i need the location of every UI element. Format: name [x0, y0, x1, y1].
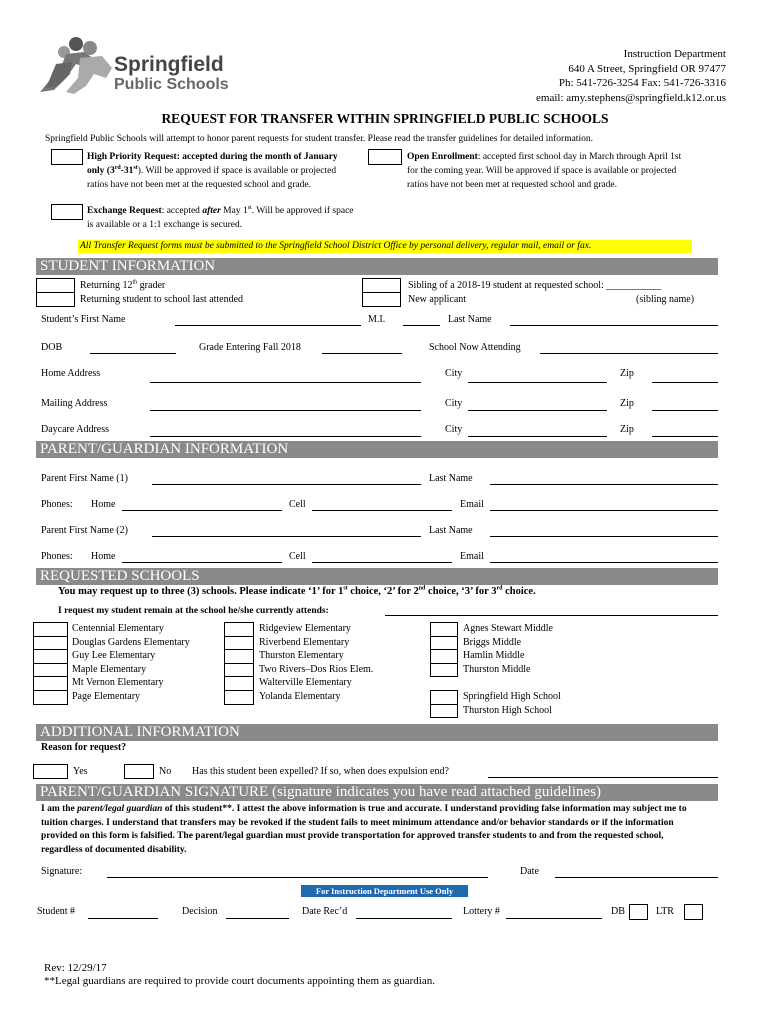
school-checkbox[interactable] [224, 636, 254, 651]
school-checkbox[interactable] [224, 663, 254, 678]
parent1-cell-label: Cell [289, 499, 306, 510]
reason-label: Reason for request? [41, 742, 127, 753]
schools-instructions: You may request up to three (3) schools. Please indicate ‘1’ for 1st choice, ‘2’ for 2nd choice, ‘3’ for 3rd choice. [58, 585, 536, 597]
grade-field[interactable] [322, 353, 402, 354]
school-now-label: School Now Attending [429, 342, 521, 353]
student-number-label: Student # [37, 906, 76, 917]
submission-notice: All Transfer Request forms must be submitted to the Springfield School District Office by personal delivery, regular mail, email or fax. [78, 240, 692, 253]
mailing-zip-field[interactable] [652, 410, 718, 411]
mi-field[interactable] [403, 325, 440, 326]
contact-phone: Ph: 541-726-3254 Fax: 541-726-3316 [558, 77, 726, 89]
decision-field[interactable] [226, 918, 289, 919]
home-address-label: Home Address [41, 368, 101, 379]
home-zip-field[interactable] [652, 382, 718, 383]
school-name: Ridgeview Elementary [259, 623, 351, 634]
school-checkbox[interactable] [224, 649, 254, 664]
guardian-footnote: **Legal guardians are required to provide court documents appointing them as guardian. [44, 975, 435, 987]
daycare-zip-field[interactable] [652, 436, 718, 437]
date-label: Date [520, 866, 539, 877]
school-name: Thurston Elementary [259, 650, 344, 662]
attestation-statement: I am the parent/legal guardian of this student**. I attest the above information is true and accurate. I understand providing false information may subject me to tuition charges. I understand that transfers may be revoked if the student fails to meet minimum attendance and/or behavior standards or if the information provided on this form is falsified. The parent/legal guardian must provide transportation for approved transfer students to and from the requested school, regardless of documented disability. [41, 804, 687, 855]
school-name: Walterville Elementary [259, 677, 352, 689]
parent-info-heading: PARENT/GUARDIAN INFORMATION [36, 441, 718, 458]
school-name: Page Elementary [72, 691, 141, 702]
school-name: Briggs Middle [463, 636, 522, 648]
district-logo [36, 34, 241, 100]
dob-field[interactable] [90, 353, 176, 354]
school-name: Agnes Stewart Middle [463, 623, 553, 634]
db-label: DB [611, 906, 625, 917]
contact-street: 640 A Street, Springfield OR 97477 [568, 62, 726, 75]
school-checkbox[interactable] [33, 649, 68, 664]
school-name: Thurston Middle [463, 663, 531, 675]
school-checkbox[interactable] [33, 636, 68, 651]
remain-school-field[interactable] [385, 615, 718, 616]
parent1-last-field[interactable] [490, 484, 718, 485]
school-checkbox[interactable] [430, 649, 458, 664]
parent2-last-field[interactable] [490, 536, 718, 537]
logo-figures-icon [36, 34, 118, 100]
parent1-home-label: Home [91, 499, 116, 510]
school-name: Yolanda Elementary [259, 691, 341, 702]
ltr-label: LTR [656, 906, 674, 917]
parent2-cell-field[interactable] [312, 562, 452, 563]
office-use-banner: For Instruction Department Use Only [301, 885, 468, 897]
parent2-home-phone-field[interactable] [122, 562, 282, 563]
additional-info-heading: ADDITIONAL INFORMATION [36, 724, 718, 741]
school-checkbox[interactable] [33, 676, 68, 691]
school-checkbox[interactable] [430, 663, 458, 678]
home-city-field[interactable] [468, 382, 607, 383]
sibling-name-label: (sibling name) [636, 294, 695, 305]
school-checkbox[interactable] [224, 690, 254, 705]
date-recd-field[interactable] [356, 918, 452, 919]
school-name: Mt Vernon Elementary [72, 677, 164, 689]
date-field[interactable] [555, 877, 718, 878]
mailing-address-label: Mailing Address [41, 398, 108, 409]
student-last-name-label: Last Name [448, 314, 492, 325]
dob-label: DOB [41, 342, 63, 353]
parent1-home-phone-field[interactable] [122, 510, 282, 511]
parent2-cell-label: Cell [289, 551, 306, 562]
parent2-last-label: Last Name [429, 525, 473, 536]
mailing-address-field[interactable] [150, 410, 421, 411]
logo-line1: Springfield [114, 53, 224, 76]
contact-block [536, 47, 726, 105]
school-checkbox[interactable] [224, 622, 254, 637]
parent2-phones-label: Phones: [41, 551, 73, 562]
logo-line2: Public Schools [114, 76, 229, 93]
school-name: Two Rivers–Dos Rios Elem. [259, 663, 374, 675]
expelled-no-label: No [159, 766, 172, 777]
date-recd-label: Date Rec’d [302, 906, 348, 917]
mailing-city-field[interactable] [468, 410, 607, 411]
returning-12th-label: Returning 12th grader [80, 279, 166, 291]
expulsion-end-field[interactable] [488, 777, 718, 778]
school-name: Centennial Elementary [72, 623, 164, 634]
daycare-city-label: City [445, 424, 463, 435]
high-priority-checkbox[interactable] [51, 149, 83, 165]
daycare-address-label: Daycare Address [41, 424, 110, 435]
school-checkbox[interactable] [33, 690, 68, 705]
daycare-zip-label: Zip [620, 424, 634, 435]
returning-last-label: Returning student to school last attended [80, 294, 244, 305]
school-name: Springfield High School [463, 691, 561, 702]
school-name: Guy Lee Elementary [72, 650, 156, 662]
requested-schools-heading: REQUESTED SCHOOLS [36, 568, 718, 585]
mi-label: M.I. [368, 314, 386, 325]
sibling-checkbox[interactable] [362, 278, 401, 293]
intro-text: Springfield Public Schools will attempt to honor parent requests for student transfer. Please read the transfer guidelines for detailed information. [45, 134, 593, 144]
high-priority-text: High Priority Request: accepted during the month of January only (3rd-31st). Will be approved if space is available or projected ratios have not been met at the requested school and grade. [87, 152, 338, 190]
school-checkbox[interactable] [33, 622, 68, 637]
school-now-field[interactable] [540, 353, 718, 354]
grade-label: Grade Entering Fall 2018 [199, 342, 301, 353]
daycare-city-field[interactable] [468, 436, 607, 437]
school-name: Maple Elementary [72, 663, 147, 675]
mailing-city-label: City [445, 398, 463, 409]
open-enrollment-checkbox[interactable] [368, 149, 402, 165]
signature-label: Signature: [41, 866, 83, 877]
parent1-phones-label: Phones: [41, 499, 73, 510]
school-name: Douglas Gardens Elementary [72, 636, 190, 648]
new-applicant-label: New applicant [408, 294, 467, 305]
open-enrollment-text: Open Enrollment: accepted first school day in March through April 1st for the coming year. Will be approved if space is available or projected ratios have not been met at requested school and grade. [407, 152, 682, 190]
parent2-home-label: Home [91, 551, 116, 562]
returning-last-checkbox[interactable] [36, 292, 75, 307]
contact-dept: Instruction Department [623, 48, 726, 60]
expelled-question: Has this student been expelled? If so, when does expulsion end? [192, 766, 449, 777]
parent1-email-label: Email [460, 499, 484, 510]
expelled-yes-label: Yes [73, 766, 88, 777]
decision-label: Decision [182, 906, 218, 917]
parent2-email-field[interactable] [490, 562, 718, 563]
revision-date: Rev: 12/29/17 [44, 962, 107, 974]
parent2-first-field[interactable] [152, 536, 421, 537]
lottery-label: Lottery # [463, 906, 500, 917]
student-info-heading: STUDENT INFORMATION [36, 258, 718, 275]
home-zip-label: Zip [620, 368, 634, 379]
school-name: Riverbend Elementary [259, 636, 350, 648]
new-applicant-checkbox[interactable] [362, 292, 401, 307]
remain-label: I request my student remain at the school he/she currently attends: [58, 606, 329, 616]
expelled-yes-checkbox[interactable] [33, 764, 68, 779]
student-number-field[interactable] [88, 918, 158, 919]
daycare-address-field[interactable] [150, 436, 421, 437]
parent2-first-label: Parent First Name (2) [41, 525, 128, 536]
parent1-first-label: Parent First Name (1) [41, 473, 128, 484]
parent1-first-field[interactable] [152, 484, 421, 485]
home-address-field[interactable] [150, 382, 421, 383]
parent1-email-field[interactable] [490, 510, 718, 511]
school-name: Thurston High School [463, 704, 552, 716]
parent2-email-label: Email [460, 551, 484, 562]
school-checkbox[interactable] [430, 636, 458, 651]
school-name: Hamlin Middle [463, 650, 525, 662]
home-city-label: City [445, 368, 463, 379]
parent1-last-label: Last Name [429, 473, 473, 484]
student-last-name-field[interactable] [510, 325, 718, 326]
parent1-cell-field[interactable] [312, 510, 452, 511]
student-first-name-field[interactable] [175, 325, 361, 326]
exchange-text: Exchange Request: accepted after May 1st. Will be approved if space is available or a 1:1 exchange is secured. [87, 204, 354, 230]
school-checkbox[interactable] [430, 622, 458, 637]
sibling-label: Sibling of a 2018-19 student at requested school: ___________ [408, 280, 662, 291]
signature-heading: PARENT/GUARDIAN SIGNATURE (signature indicates you have read attached guidelines) [36, 784, 718, 801]
lottery-field[interactable] [506, 918, 602, 919]
expelled-no-checkbox[interactable] [124, 764, 154, 779]
returning-12th-checkbox[interactable] [36, 278, 75, 293]
school-checkbox[interactable] [430, 690, 458, 705]
signature-field[interactable] [107, 877, 488, 878]
form-title: REQUEST FOR TRANSFER WITHIN SPRINGFIELD PUBLIC SCHOOLS [161, 111, 609, 126]
school-checkbox[interactable] [224, 676, 254, 691]
student-first-name-label: Student’s First Name [41, 314, 126, 325]
school-checkbox[interactable] [33, 663, 68, 678]
db-checkbox[interactable] [629, 904, 648, 920]
ltr-checkbox[interactable] [684, 904, 703, 920]
exchange-checkbox[interactable] [51, 204, 83, 220]
contact-email[interactable]: email: amy.stephens@springfield.k12.or.us [536, 91, 726, 104]
school-checkbox[interactable] [430, 704, 458, 719]
mailing-zip-label: Zip [620, 398, 634, 409]
